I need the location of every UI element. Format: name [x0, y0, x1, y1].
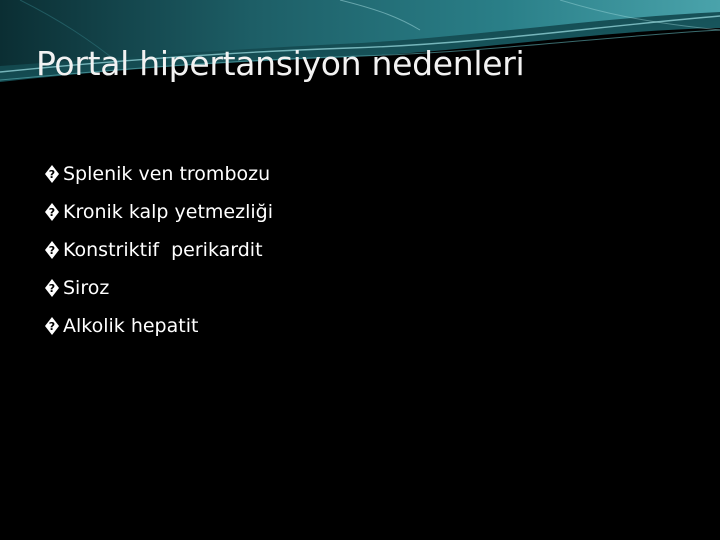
svg-text:?: ? — [48, 244, 56, 257]
list-item — [44, 307, 273, 345]
bullet-text: Splenik ven trombozu — [63, 163, 271, 185]
svg-text:?: ? — [48, 320, 56, 333]
replacement-character-icon — [44, 278, 60, 298]
svg-text:?: ? — [48, 206, 56, 219]
bullet-text: Siroz — [63, 277, 110, 299]
slide-title: Portal hipertansiyon nedenleri — [36, 44, 525, 83]
list-item — [44, 269, 273, 307]
list-item — [44, 155, 273, 193]
replacement-character-icon — [44, 202, 60, 222]
list-item — [44, 193, 273, 231]
svg-text:?: ? — [48, 168, 56, 181]
replacement-character-icon — [44, 240, 60, 260]
bullet-text: Alkolik hepatit — [63, 315, 199, 337]
replacement-character-icon — [44, 164, 60, 184]
bullet-text: Konstriktif perikardit — [63, 239, 263, 261]
svg-text:?: ? — [48, 282, 56, 295]
list-item — [44, 231, 273, 269]
bullet-list — [44, 155, 273, 345]
replacement-character-icon — [44, 316, 60, 336]
bullet-text: Kronik kalp yetmezliği — [63, 201, 273, 223]
